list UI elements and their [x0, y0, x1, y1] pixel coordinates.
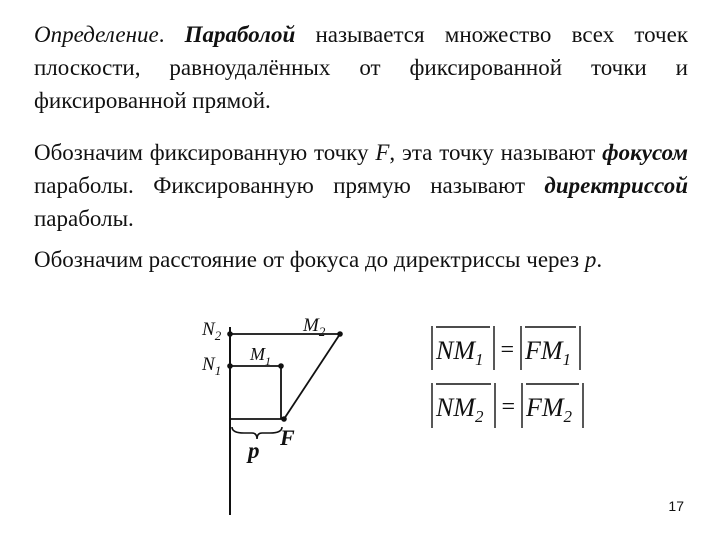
focus-part3: параболы. Фиксированную прямую называют	[34, 173, 545, 198]
focus-point-symbol: F	[375, 140, 390, 165]
label-n1: $N_1$	[202, 354, 222, 378]
distance-text: Обозначим расстояние от фокуса до директриссы через	[34, 247, 585, 272]
label-f: F	[280, 425, 295, 450]
distance-paragraph	[34, 243, 688, 276]
point-n1	[227, 363, 233, 369]
definition-label: Определение	[34, 22, 159, 47]
distance-end: .	[596, 247, 603, 272]
label-m1: $M_1$	[250, 344, 271, 368]
parabola-diagram	[190, 305, 370, 520]
formula-1-rhs: $FM_1$	[525, 336, 572, 369]
point-n2	[227, 331, 233, 337]
term-directrix: директриссой	[544, 173, 688, 198]
focus-paragraph	[34, 136, 688, 235]
label-m2: $M_2$	[303, 315, 326, 339]
focus-part4: параболы.	[34, 206, 134, 231]
formula-2-equals: =	[500, 394, 517, 420]
formula-2-lhs: $NM_2$	[436, 393, 484, 426]
point-m1	[278, 363, 284, 369]
term-parabola: Параболой	[184, 22, 296, 47]
focus-part2: , эта точку называют	[389, 140, 603, 165]
definition-text: называется множество всех точек плоскости, равноудалённых от фиксированной точки и фиксированной прямой.	[34, 22, 688, 113]
point-f	[281, 416, 287, 422]
formula-1-equals: =	[499, 337, 516, 363]
label-n2: $N_2$	[202, 319, 222, 343]
formula-2-rhs: $FM_2$	[526, 393, 573, 426]
formula-1-lhs: $NM_1$	[436, 336, 484, 369]
equality-formulas	[425, 318, 595, 433]
definition-paragraph	[34, 18, 688, 117]
point-m2	[337, 331, 343, 337]
formula-1	[432, 326, 580, 370]
label-p: p	[248, 438, 260, 463]
page-number: 17	[668, 498, 684, 514]
term-focus: фокусом	[602, 140, 689, 165]
segment-f-m2	[284, 334, 340, 419]
formula-2	[432, 383, 583, 428]
definition-dot: .	[158, 22, 165, 47]
focus-part1: Обозначим фиксированную точку	[34, 140, 376, 165]
distance-symbol: p	[584, 247, 597, 272]
